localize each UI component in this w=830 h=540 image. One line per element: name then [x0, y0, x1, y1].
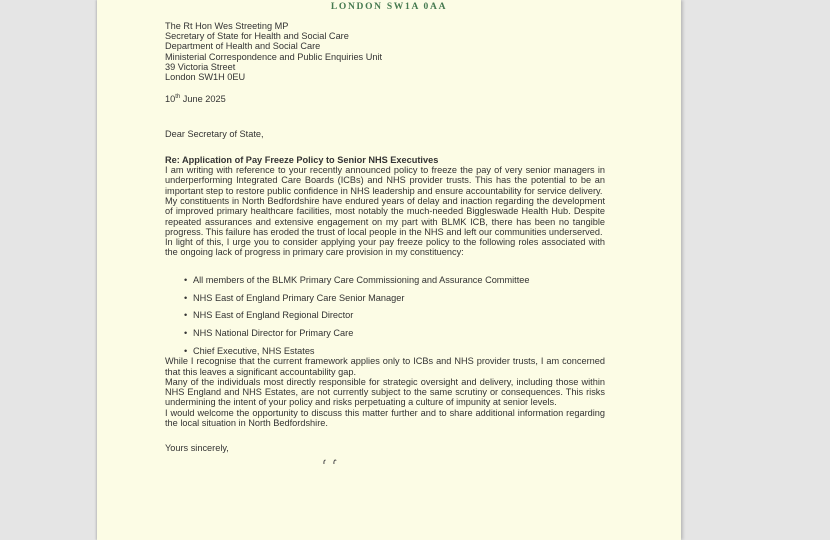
letter-page [97, 0, 681, 540]
date-day: 10 [165, 94, 176, 105]
bullet-item [165, 293, 605, 303]
bullet-list [165, 275, 605, 356]
bullet-text: NHS National Director for Primary Care [193, 328, 354, 339]
recipient-line: London SW1H 0EU [165, 72, 246, 83]
letterhead-location: LONDON SW1A 0AA [330, 2, 448, 12]
date-ordinal: th [175, 94, 181, 101]
bullet-marker-icon [184, 310, 193, 320]
body-paragraph: In light of this, I urge you to consider applying your pay freeze policy to the following roles associated with the ongoing lack of progress in primary care provision in my constituency: [165, 237, 605, 258]
signature-fragment [320, 458, 605, 463]
subject-line: Re: Application of Pay Freeze Policy to Senior NHS Executives [165, 154, 439, 165]
body-paragraph: I would welcome the opportunity to discuss this matter further and to share additional information regarding the local situation in North Bedfordshire. [165, 407, 605, 429]
bullet-marker-icon [184, 346, 193, 356]
recipient-line: The Rt Hon Wes Streeting MP [165, 21, 289, 31]
date-month-year: June 2025 [180, 94, 226, 105]
recipient-address [165, 21, 605, 82]
bullet-text: NHS East of England Primary Care Senior Manager [193, 292, 405, 303]
body-paragraph: My constituents in North Bedfordshire have endured years of delay and inaction regarding the development of improved primary healthcare facilities, most notably the much-needed Biggleswade Health Hub. Despite repeated assurances and extensive engagement on my part with BLMK ICB, there has been no tangible progress. This failure has eroded the trust of local people in the NHS and left our communities underserved. [165, 196, 605, 237]
bullet-marker-icon [184, 293, 193, 303]
bullet-text: NHS East of England Regional Director [193, 310, 354, 321]
recipient-line: Department of Health and Social Care [165, 41, 321, 52]
bullet-item [165, 310, 605, 320]
recipient-line: Ministerial Correspondence and Public Enquiries Unit [165, 51, 383, 62]
letter-body [97, 21, 681, 463]
bullet-text: All members of the BLMK Primary Care Commissioning and Assurance Committee [193, 274, 530, 285]
bullet-text: Chief Executive, NHS Estates [193, 345, 315, 356]
bullet-item [165, 275, 605, 285]
bullet-item [165, 328, 605, 338]
bullet-marker-icon [184, 275, 193, 285]
body-paragraph: While I recognise that the current framework applies only to ICBs and NHS provider trusts, I am concerned that this leaves a significant accountability gap. [165, 356, 605, 377]
salutation: Dear Secretary of State, [165, 128, 264, 139]
bullet-item [165, 346, 605, 356]
recipient-line: Secretary of State for Health and Social Care [165, 31, 349, 42]
signoff: Yours sincerely, [165, 443, 229, 454]
body-paragraph: I am writing with reference to your recently announced policy to freeze the pay of very senior managers in underperforming Integrated Care Boards (ICBs) and NHS provider trusts. This has the potential to be an important step to restore public confidence in NHS leadership and ensure accountability for service delivery. [165, 165, 605, 196]
letter-date [165, 94, 605, 104]
body-paragraph: Many of the individuals most directly responsible for strategic oversight and delivery, including those within NHS England and NHS Estates, are not currently subject to the same scrutiny or consequences. This risks undermining the intent of your policy and risks perpetuating a culture of impunity at senior levels. [165, 376, 605, 408]
recipient-line: 39 Victoria Street [165, 61, 236, 72]
bullet-marker-icon [184, 328, 193, 338]
